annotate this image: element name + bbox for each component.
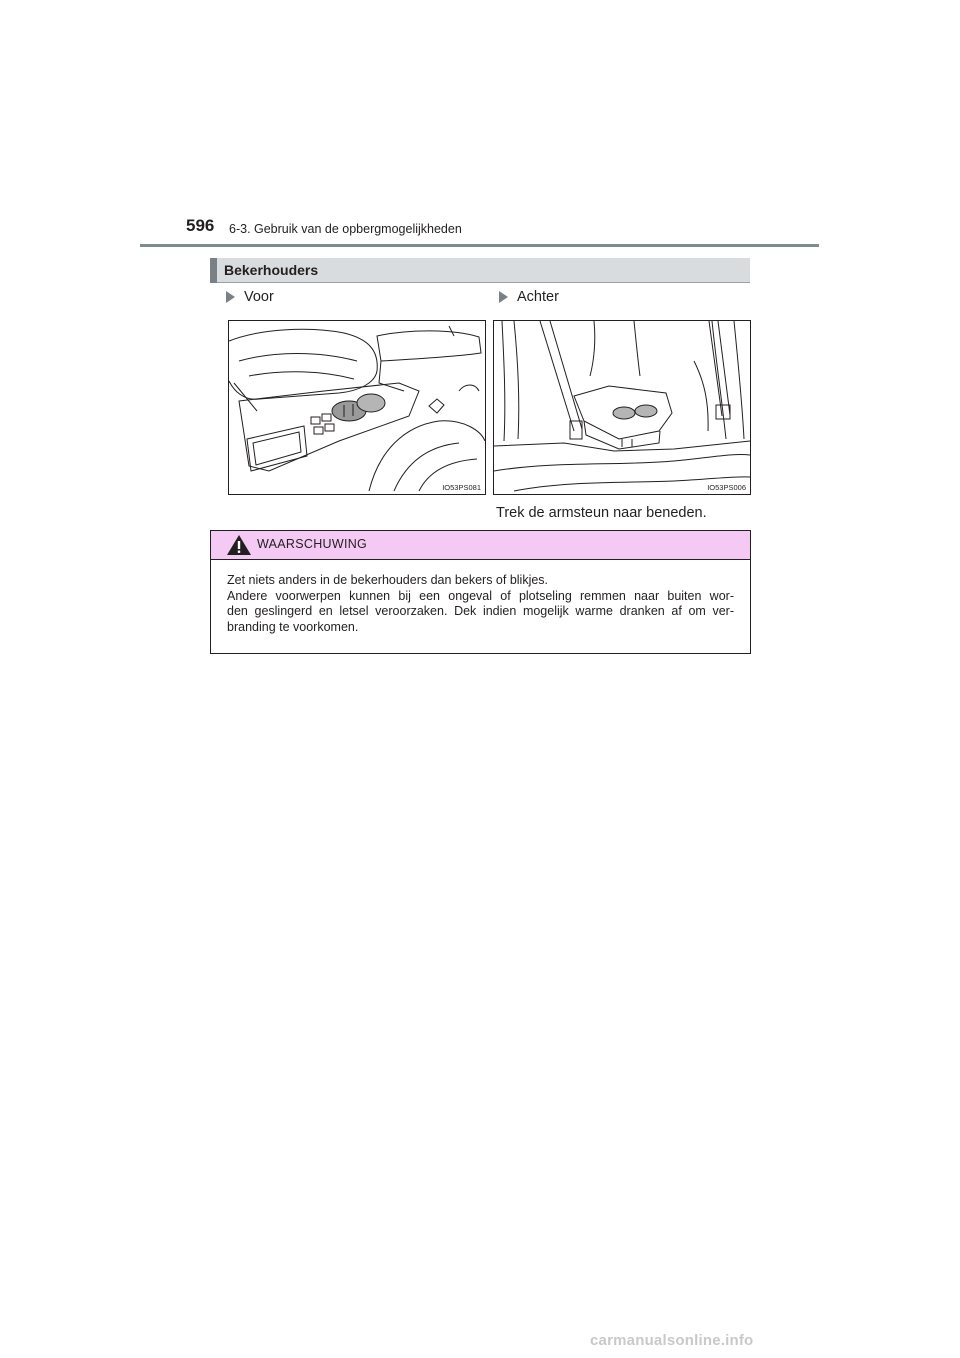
front-cupholder-illustration	[228, 320, 486, 495]
rear-armrest-drawing	[494, 321, 750, 494]
section-accent	[210, 258, 217, 283]
figure-label-rear	[499, 289, 559, 305]
figure-label-front	[226, 289, 274, 305]
warning-box	[210, 530, 751, 654]
warning-title: WAARSCHUWING	[257, 537, 368, 551]
figure-code-rear: IO53PS006	[707, 483, 746, 492]
warning-triangle-icon	[226, 534, 252, 556]
section-underline	[217, 282, 750, 283]
instruction-caption: Trek de armsteun naar beneden.	[496, 505, 707, 521]
rear-cupholder-illustration	[493, 320, 751, 495]
triangle-bullet-icon	[226, 291, 235, 303]
section-title: Bekerhouders	[224, 262, 319, 278]
chapter-title: 6-3. Gebruik van de opbergmogelijkheden	[229, 222, 462, 236]
figure-code-front: IO53PS081	[442, 483, 481, 492]
footer-watermark: carmanualsonline.info	[590, 1332, 754, 1349]
section-heading-bar	[210, 258, 750, 283]
warning-line-2: Andere voorwerpen kunnen bij een ongeval of plotseling remmen naar buiten wor-	[227, 588, 734, 603]
warning-body	[227, 573, 734, 635]
figure-label-rear-text: Achter	[517, 289, 559, 305]
page-number: 596	[186, 216, 215, 235]
warning-line-4: branding te voorkomen.	[227, 619, 359, 634]
warning-line-1: Zet niets anders in de bekerhouders dan bekers of blikjes.	[227, 573, 549, 587]
warning-line-3: den geslingerd en letsel veroorzaken. Dek indien mogelijk warme dranken af om ver-	[227, 604, 734, 618]
warning-header	[211, 531, 750, 560]
header-rule	[140, 244, 819, 247]
triangle-bullet-icon	[499, 291, 508, 303]
figure-label-front-text: Voor	[244, 289, 274, 305]
front-console-drawing	[229, 321, 485, 494]
